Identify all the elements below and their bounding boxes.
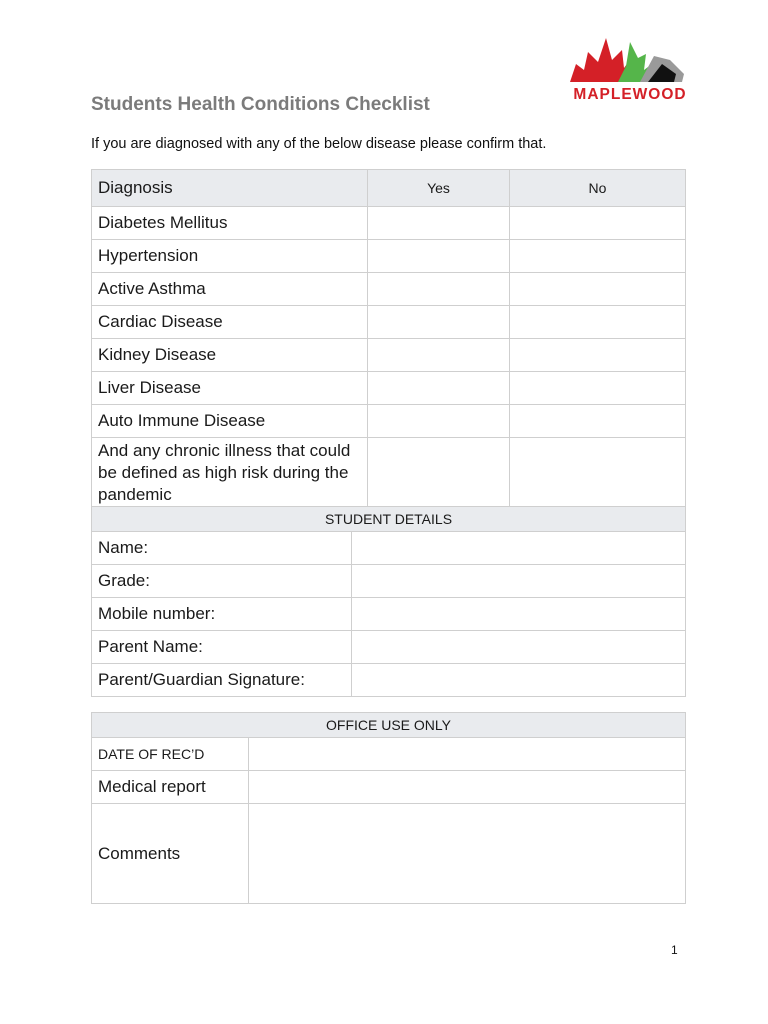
field-label: Medical report xyxy=(92,771,249,804)
field-label: Mobile number: xyxy=(92,598,352,631)
table-row xyxy=(92,532,686,565)
table-row xyxy=(92,565,686,598)
table-row xyxy=(92,771,686,804)
field-label: Parent/Guardian Signature: xyxy=(92,664,352,697)
no-cell[interactable] xyxy=(510,339,686,372)
no-cell[interactable] xyxy=(510,273,686,306)
table-row xyxy=(92,738,686,771)
table-row xyxy=(92,598,686,631)
no-cell[interactable] xyxy=(510,306,686,339)
no-cell[interactable] xyxy=(510,372,686,405)
no-cell[interactable] xyxy=(510,240,686,273)
table-row xyxy=(92,372,686,405)
table-row xyxy=(92,240,686,273)
office-use-heading: OFFICE USE ONLY xyxy=(92,713,686,738)
maplewood-logo xyxy=(566,30,694,106)
yes-header: Yes xyxy=(368,170,510,207)
diagnosis-label: Auto Immune Disease xyxy=(92,405,368,438)
table-row xyxy=(92,804,686,904)
yes-cell[interactable] xyxy=(368,240,510,273)
medical-report-field[interactable] xyxy=(249,771,686,804)
field-label: Grade: xyxy=(92,565,352,598)
field-label: Name: xyxy=(92,532,352,565)
name-field[interactable] xyxy=(352,532,686,565)
table-row xyxy=(92,631,686,664)
date-received-field[interactable] xyxy=(249,738,686,771)
logo-text: MAPLEWOOD xyxy=(573,86,687,103)
no-cell[interactable] xyxy=(510,438,686,507)
diagnosis-header-row xyxy=(92,170,686,207)
table-row xyxy=(92,664,686,697)
page-title: Students Health Conditions Checklist xyxy=(91,94,430,115)
office-use-table xyxy=(91,712,686,904)
field-label: DATE OF REC’D xyxy=(92,738,249,771)
office-use-header-row xyxy=(92,713,686,738)
grade-field[interactable] xyxy=(352,565,686,598)
yes-cell[interactable] xyxy=(368,372,510,405)
field-label: Parent Name: xyxy=(92,631,352,664)
no-cell[interactable] xyxy=(510,405,686,438)
no-cell[interactable] xyxy=(510,207,686,240)
page-number: 1 xyxy=(671,943,678,957)
yes-cell[interactable] xyxy=(368,306,510,339)
yes-cell[interactable] xyxy=(368,339,510,372)
diagnosis-table xyxy=(91,169,686,507)
diagnosis-label: Hypertension xyxy=(92,240,368,273)
mobile-number-field[interactable] xyxy=(352,598,686,631)
field-label: Comments xyxy=(92,804,249,904)
parent-name-field[interactable] xyxy=(352,631,686,664)
yes-cell[interactable] xyxy=(368,438,510,507)
diagnosis-label: Diabetes Mellitus xyxy=(92,207,368,240)
maple-leaf-icon xyxy=(566,30,694,106)
intro-text: If you are diagnosed with any of the below disease please confirm that. xyxy=(91,136,547,152)
no-header: No xyxy=(510,170,686,207)
student-details-heading: STUDENT DETAILS xyxy=(92,507,686,532)
student-details-header-row xyxy=(92,507,686,532)
yes-cell[interactable] xyxy=(368,405,510,438)
table-row xyxy=(92,207,686,240)
table-row xyxy=(92,273,686,306)
diagnosis-header: Diagnosis xyxy=(92,170,368,207)
diagnosis-label: Kidney Disease xyxy=(92,339,368,372)
yes-cell[interactable] xyxy=(368,273,510,306)
diagnosis-label: Liver Disease xyxy=(92,372,368,405)
diagnosis-label: And any chronic illness that could be defined as high risk during the pandemic xyxy=(92,438,368,507)
table-row xyxy=(92,339,686,372)
diagnosis-label: Active Asthma xyxy=(92,273,368,306)
student-details-table xyxy=(91,506,686,697)
diagnosis-label: Cardiac Disease xyxy=(92,306,368,339)
signature-field[interactable] xyxy=(352,664,686,697)
table-row xyxy=(92,405,686,438)
table-row xyxy=(92,306,686,339)
yes-cell[interactable] xyxy=(368,207,510,240)
comments-field[interactable] xyxy=(249,804,686,904)
table-row xyxy=(92,438,686,507)
